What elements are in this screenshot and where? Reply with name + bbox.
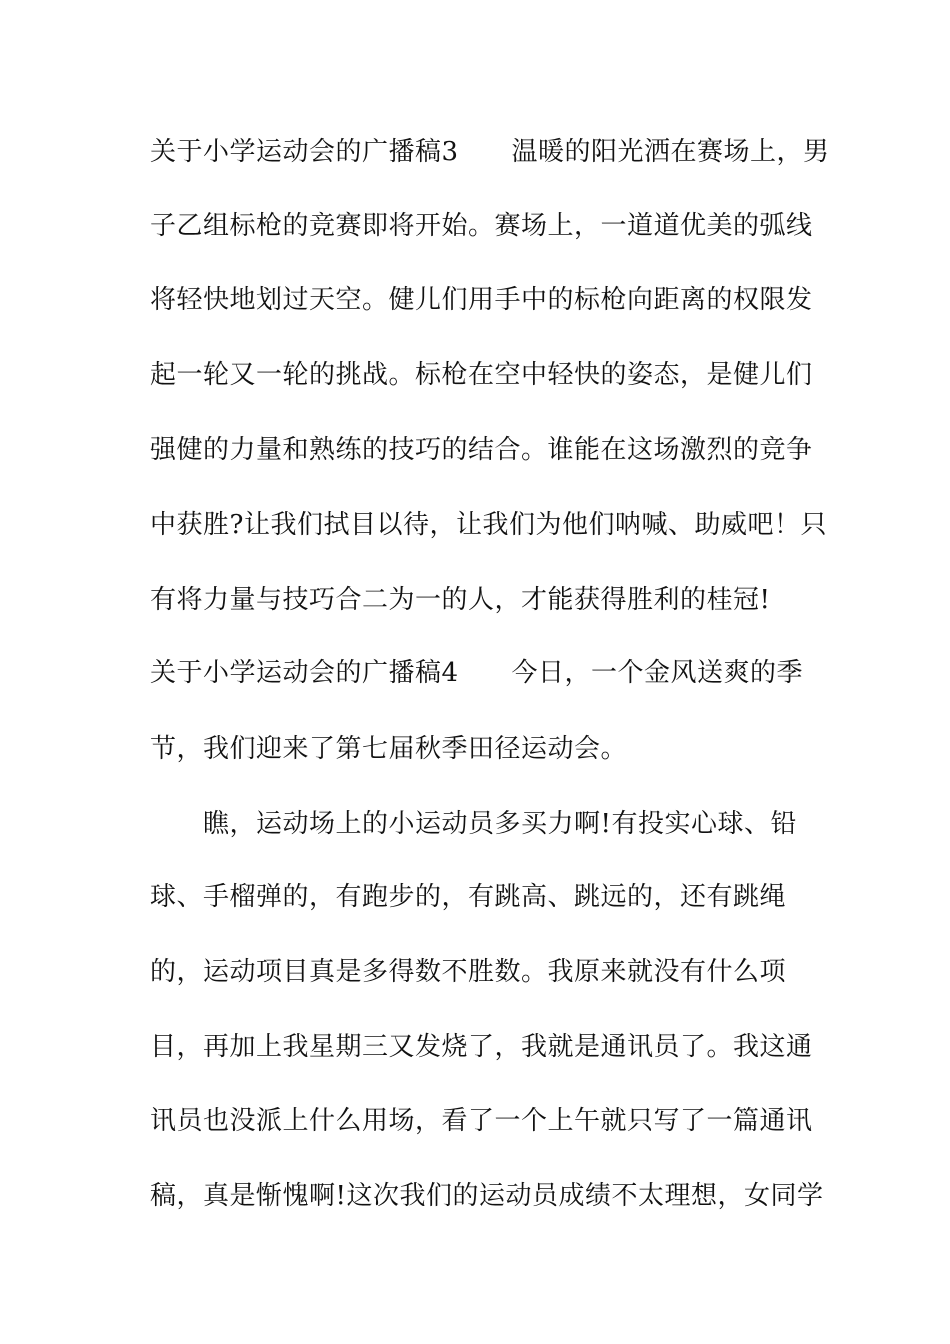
text-line: 强健的力量和熟练的技巧的结合。谁能在这场激烈的竞争 [150,435,813,465]
text-line: 关于小学运动会的广播稿4 今日，一个金风送爽的季 [150,658,804,688]
text-line: 目，再加上我星期三又发烧了，我就是通讯员了。我这通 [150,1032,813,1062]
text-line: 有将力量与技巧合二为一的人，才能获得胜利的桂冠! [150,585,771,615]
text-line: 子乙组标枪的竞赛即将开始。赛场上，一道道优美的弧线 [150,211,813,241]
text-line: 瞧，运动场上的小运动员多买力啊!有投实心球、铅 [150,809,797,839]
text-line: 关于小学运动会的广播稿3 温暖的阳光洒在赛场上，男 [150,137,830,167]
text-line: 中获胜?让我们拭目以待，让我们为他们呐喊、助威吧！只 [150,510,827,540]
text-line: 球、手榴弹的，有跑步的，有跳高、跳远的，还有跳绳 [150,882,787,912]
text-line: 讯员也没派上什么用场，看了一个上午就只写了一篇通讯 [150,1106,813,1136]
text-line: 节，我们迎来了第七届秋季田径运动会。 [150,734,628,764]
text-line: 稿，真是惭愧啊!这次我们的运动员成绩不太理想，女同学 [150,1181,824,1211]
text-line: 将轻快地划过天空。健儿们用手中的标枪向距离的权限发 [150,285,813,315]
text-line: 起一轮又一轮的挑战。标枪在空中轻快的姿态，是健儿们 [150,360,813,390]
text-line: 的，运动项目真是多得数不胜数。我原来就没有什么项 [150,957,787,987]
